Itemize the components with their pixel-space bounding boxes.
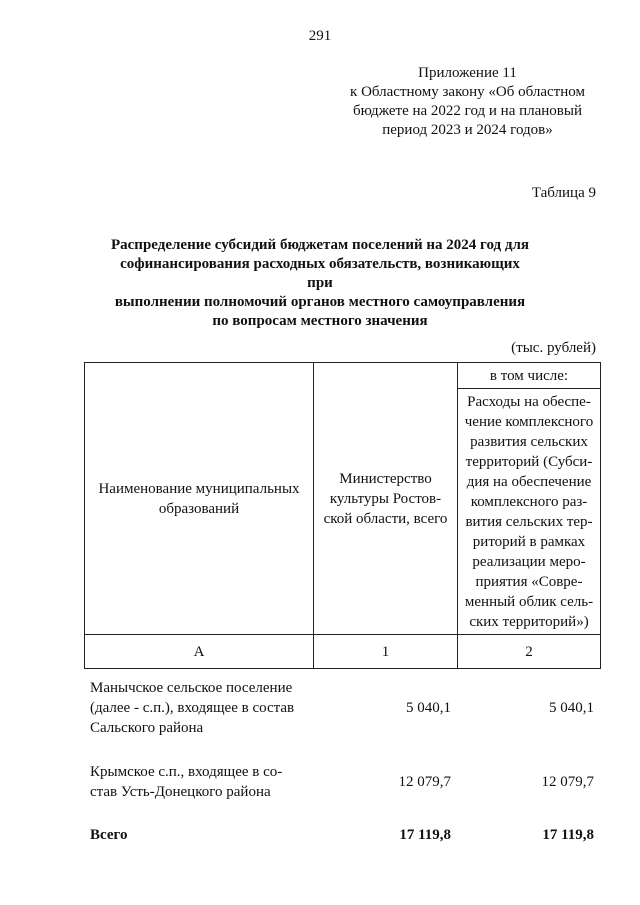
header-sub-line: риторий в рамках xyxy=(472,533,586,550)
appendix-line: период 2023 и 2024 годов» xyxy=(382,122,553,138)
appendix-line: Приложение 11 xyxy=(418,65,517,81)
page-number: 291 xyxy=(308,28,332,44)
header-total-line: ской области, всего xyxy=(323,510,448,527)
row-name-line: став Усть-Донецкого района xyxy=(90,784,271,800)
row-name-cell xyxy=(84,676,313,740)
index-cell-2: 2 xyxy=(458,635,601,669)
total-row xyxy=(84,824,600,846)
header-sub-cell xyxy=(458,389,601,635)
header-name-cell xyxy=(85,363,314,635)
index-cell-1: 1 xyxy=(314,635,458,669)
row-sub-cell: 12 079,7 xyxy=(541,774,594,790)
row-total-cell: 5 040,1 xyxy=(406,700,451,716)
header-sub-line: вития сельских тер- xyxy=(465,513,593,530)
header-total-line: культуры Ростов- xyxy=(329,490,442,507)
row-name-line: Сальского района xyxy=(90,720,204,736)
row-total-cell: 12 079,7 xyxy=(398,774,451,790)
header-including-cell: в том числе: xyxy=(458,363,601,389)
table-label: Таблица 9 xyxy=(531,185,596,201)
header-total-line: Министерство xyxy=(339,470,432,487)
header-name-line: Наименование муниципальных xyxy=(98,480,300,497)
header-sub-line: развития сельских xyxy=(470,433,588,450)
header-total-cell xyxy=(314,363,458,635)
row-name-cell xyxy=(84,752,313,812)
row-name-line: (далее - с.п.), входящее в состав xyxy=(90,700,295,716)
document-title xyxy=(110,236,530,331)
table-row xyxy=(84,752,600,812)
header-sub-line: территорий (Субси- xyxy=(465,453,593,470)
row-name-line: Манычское сельское поселение xyxy=(90,680,293,696)
row-name-line: Крымское с.п., входящее в со- xyxy=(90,764,283,780)
header-sub-line: менный облик сель- xyxy=(464,593,594,610)
title-line: выполнении полномочий органов местного самоуправления xyxy=(114,294,526,310)
header-sub-line: ских территорий») xyxy=(469,613,589,630)
header-name-line: образований xyxy=(158,500,240,517)
row-sub-cell: 5 040,1 xyxy=(549,700,594,716)
title-line: софинансирования расходных обязательств, возникающих при xyxy=(120,256,520,291)
total-sub-cell: 17 119,8 xyxy=(542,827,594,843)
units-label: (тыс. рублей) xyxy=(511,340,596,356)
appendix-line: бюджете на 2022 год и на плановый xyxy=(352,103,582,119)
header-sub-line: приятия «Совре- xyxy=(475,573,583,590)
total-sum-cell: 17 119,8 xyxy=(399,827,451,843)
appendix-header xyxy=(330,64,605,140)
header-sub-line: реализации меро- xyxy=(472,553,586,570)
header-sub-line: чение комплексного xyxy=(464,413,594,430)
header-sub-line: комплексного раз- xyxy=(470,493,588,510)
title-line: Распределение субсидий бюджетам поселений на 2024 год для xyxy=(110,237,529,253)
appendix-line: к Областному закону «Об областном xyxy=(350,84,585,100)
header-sub-line: дия на обеспечение xyxy=(466,473,592,490)
header-table xyxy=(84,362,601,669)
header-sub-line: Расходы на обеспе- xyxy=(467,393,591,410)
data-table xyxy=(84,676,600,846)
table-row xyxy=(84,676,600,740)
title-line: по вопросам местного значения xyxy=(212,313,428,329)
index-cell-a: А xyxy=(85,635,314,669)
total-label-cell: Всего xyxy=(90,827,128,843)
